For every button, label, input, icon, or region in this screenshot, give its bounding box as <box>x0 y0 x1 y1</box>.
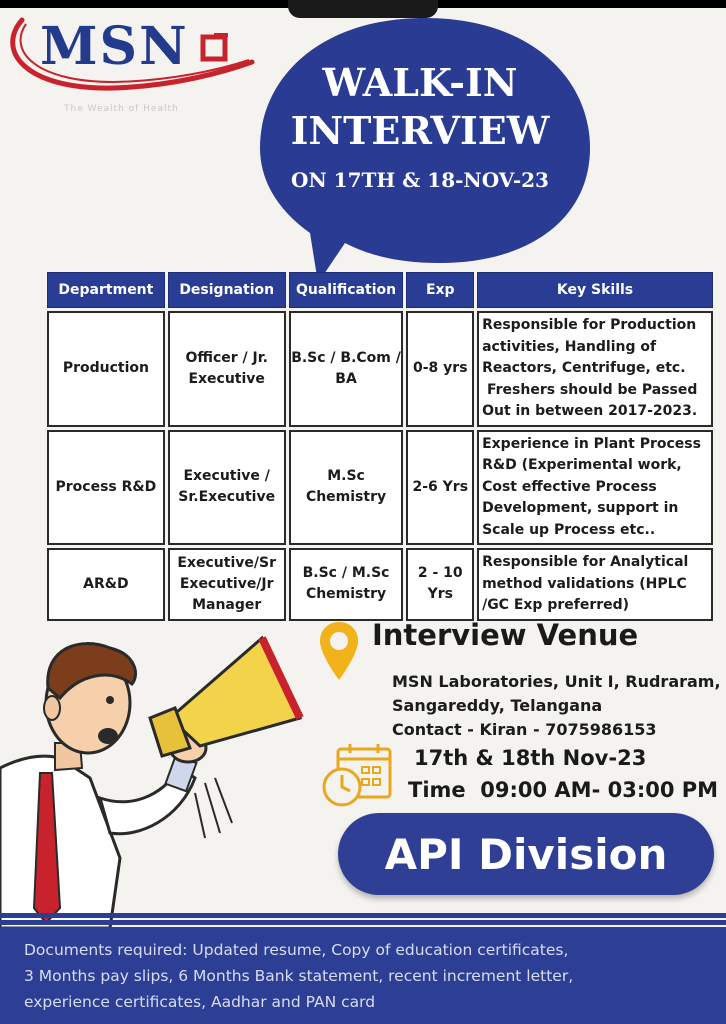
cell-line: Chemistry <box>305 586 387 603</box>
header-key-skills: Key Skills <box>477 272 713 308</box>
cell-line: Responsible for Production <box>482 317 697 333</box>
cell-line: activities, Handling of <box>482 338 657 355</box>
venue-address-line1: MSN Laboratories, Unit I, Rudraram, <box>392 672 721 691</box>
cell-line: Responsible for Analytical <box>482 554 689 570</box>
header-qualification: Qualification <box>289 272 404 308</box>
table-header-row <box>47 272 713 308</box>
cell-line: Experience in Plant Process <box>482 435 701 452</box>
header-department: Department <box>47 272 165 308</box>
cell-line: Sr.Executive <box>178 489 276 506</box>
cell-exp: 0-8 yrs <box>406 311 474 427</box>
cell-designation <box>168 311 286 427</box>
cell-key-skills <box>477 311 713 427</box>
cell-department: Process R&D <box>47 430 165 546</box>
venue-contact: Contact - Kiran - 7075986153 <box>392 720 657 739</box>
cell-line: Reactors, Centrifuge, etc. <box>482 360 686 376</box>
venue-address-line2: Sangareddy, Telangana <box>392 696 603 715</box>
job-poster <box>0 8 726 1024</box>
cell-line: Manager <box>192 596 262 613</box>
calendar-clock-icon <box>320 741 394 809</box>
cell-line: Development, support in <box>482 500 679 516</box>
cell-line: /GC Exp preferred) <box>482 597 630 613</box>
header-designation: Designation <box>168 272 286 308</box>
cell-line: Executive <box>188 370 265 387</box>
cell-exp <box>406 548 474 621</box>
cell-key-skills <box>477 430 713 546</box>
documents-line1: Documents required: Updated resume, Copy of education certificates, <box>24 941 569 959</box>
cell-department: Production <box>47 311 165 427</box>
cell-line: B.Sc / B.Com / <box>291 349 401 366</box>
cell-qualification <box>289 430 404 546</box>
headline-dates: ON 17TH & 18-NOV-23 <box>291 168 549 192</box>
logo-square-icon <box>200 30 232 62</box>
table-row <box>47 430 713 546</box>
logo-tagline: The Wealth of Health <box>64 104 179 114</box>
table-row <box>47 311 713 427</box>
cell-line: Out in between 2017-2023. <box>482 403 698 419</box>
footer-divider <box>0 913 726 918</box>
cell-department: AR&D <box>47 548 165 621</box>
cell-qualification <box>289 311 404 427</box>
venue-title: Interview Venue <box>372 618 639 652</box>
headline-interview: INTERVIEW <box>290 108 550 153</box>
cell-line: Executive/Sr <box>177 554 276 571</box>
cell-line: B.Sc / M.Sc <box>302 565 390 582</box>
documents-line3: experience certificates, Aadhar and PAN card <box>24 993 376 1011</box>
man-with-megaphone-illustration <box>0 608 320 928</box>
cell-exp: 2-6 Yrs <box>406 430 474 546</box>
cell-line: Executive/Jr <box>179 575 274 592</box>
location-pin-icon <box>318 620 360 682</box>
cell-designation <box>168 430 286 546</box>
cell-line: BA <box>335 370 357 387</box>
cell-line: method validations (HPLC <box>482 575 687 592</box>
cell-line: Yrs <box>427 586 453 603</box>
documents-footer <box>0 927 726 1024</box>
cell-line: R&D (Experimental work, <box>482 457 682 473</box>
cell-key-skills <box>477 548 713 621</box>
interview-time: Time 09:00 AM- 03:00 PM <box>408 778 719 802</box>
logo-text: MSN <box>40 16 189 77</box>
cell-line: Scale up Process etc.. <box>482 521 656 538</box>
division-label: API Division <box>384 829 668 879</box>
cell-line: 2 - 10 <box>417 565 463 582</box>
cell-line: Chemistry <box>305 489 387 506</box>
headline-walk-in: WALK-IN <box>322 60 518 105</box>
cell-line: Cost effective Process <box>482 478 657 495</box>
positions-table <box>44 269 716 624</box>
header-exp: Exp <box>406 272 474 308</box>
cell-line: Executive / <box>183 468 270 485</box>
cell-line: M.Sc <box>327 468 365 485</box>
interview-dates: 17th & 18th Nov-23 <box>414 746 647 770</box>
division-badge <box>338 813 714 895</box>
documents-line2: 3 Months pay slips, 6 Months Bank statement, recent increment letter, <box>24 967 574 985</box>
cell-line: Officer / Jr. <box>185 349 268 366</box>
cell-line: Freshers should be Passed <box>482 381 698 398</box>
screen-top-notch <box>288 0 438 18</box>
footer-divider <box>0 920 726 925</box>
